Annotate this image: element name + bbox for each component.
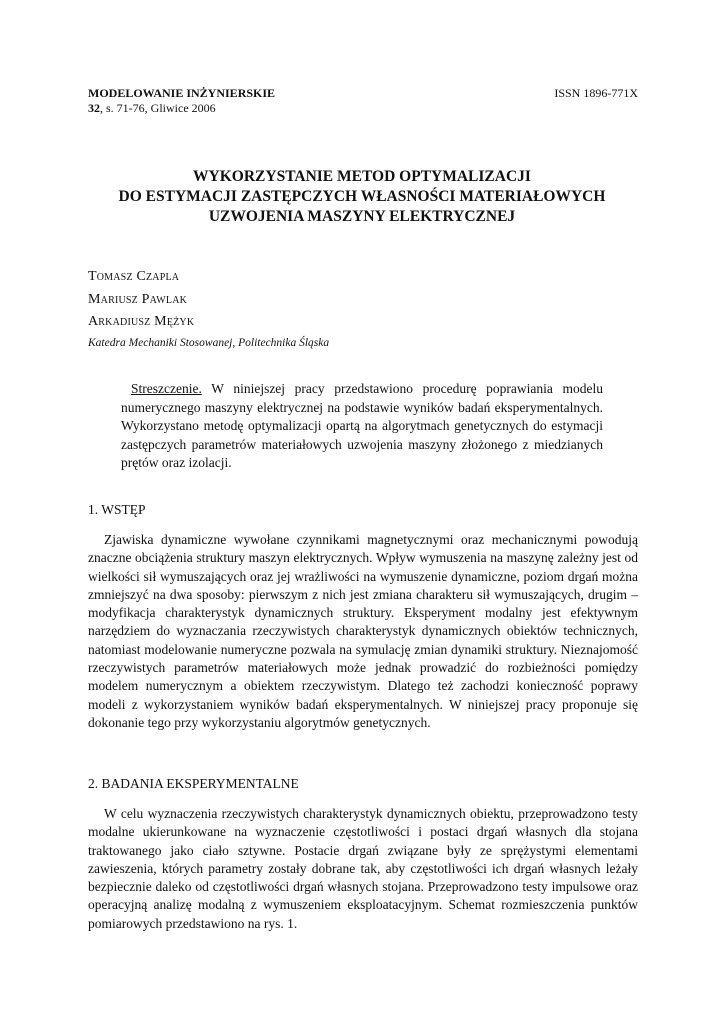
abstract-text: W niniejszej pracy przedstawiono procedurę poprawiania modelu numerycznego maszyny elektrycznej na podstawie wyników badań eksperymentalnych. Wykorzystano metodę optymalizacji opartą na algorytmach genetycznych do estymacji zastępczych parametrów materiałowych uzwojenia maszyny złożonego z miedzianych prętów oraz izolacji. bbox=[121, 381, 603, 470]
volume-number: 32 bbox=[88, 101, 100, 115]
journal-name: MODELOWANIE INŻYNIERSKIE bbox=[88, 86, 276, 100]
author-name: Mariusz Pawlak bbox=[88, 291, 188, 307]
title-line: UZWOJENIA MASZYNY ELEKTRYCZNEJ bbox=[208, 208, 516, 225]
paper-title bbox=[70, 167, 654, 227]
paragraph: W celu wyznaczenia rzeczywistych charakterystyk dynamicznych obiektu, przeprowadzono testy modalne ukierunkowane na wyznaczenie częstotliwości i postaci drgań własnych dla stojana traktowanego jako ciało sztywne. Postacie drgań związane były ze sprężystymi elementami zawieszenia, których parametry zostały dobrane tak, aby częstotliwości ich drgań własnych leżały bezpiecznie daleko od częstotliwości drgań własnych stojana. Przeprowadzono testy impulsowe oraz operacyjną analizę modalną z wymuszeniem eksploatacyjnym. Schemat rozmieszczenia punktów pomiarowych przedstawiono na rys. 1. bbox=[88, 806, 638, 931]
title-line: DO ESTYMACJI ZASTĘPCZYCH WŁASNOŚCI MATERIAŁOWYCH bbox=[118, 188, 606, 205]
affiliation: Katedra Mechaniki Stosowanej, Politechnika Śląska bbox=[88, 337, 330, 349]
journal-citation bbox=[88, 101, 275, 116]
paragraph: Zjawiska dynamiczne wywołane czynnikami magnetycznymi oraz mechanicznymi powodują znaczne obciążenia struktury maszyn elektrycznych. Wpływ wymuszenia na maszynę zależny jest od wielkości sił wymuszających oraz jej wrażliwości na wymuszenie dynamiczne, poziom drgań można zmniejszyć na dwa sposoby: pierwszym z nich jest zmiana charakteru sił wymuszających, drugim – modyfikacja charakterystyk dynamicznych struktury. Eksperyment modalny jest efektywnym narzędziem do wyznaczania rzeczywistych charakterystyk dynamicznych obiektów technicznych, natomiast modelowanie numeryczne pozwala na symulację zmian dynamiki struktury. Nieznajomość rzeczywistych parametrów materiałowych może jednak prowadzić do rozbieżności pomiędzy modelem numerycznym a obiektem rzeczywistym. Dlatego też zachodzi konieczność poprawy modeli z wykorzystaniem wyników badań eksperymentalnych. W niniejszej pracy proponuje się dokonanie tego przy wykorzystaniu algorytmów genetycznych. bbox=[88, 532, 638, 730]
journal-header bbox=[88, 86, 275, 116]
title-line: WYKORZYSTANIE METOD OPTYMALIZACJI bbox=[193, 168, 531, 185]
author-name: Tomasz Czapla bbox=[88, 269, 180, 284]
abstract bbox=[121, 380, 603, 473]
section-body bbox=[88, 531, 638, 732]
issn: ISSN 1896-771X bbox=[554, 86, 638, 100]
section-heading: 2. BADANIA EKSPERYMENTALNE bbox=[88, 776, 299, 791]
abstract-label: Streszczenie. bbox=[131, 381, 202, 396]
section-heading: 1. WSTĘP bbox=[88, 502, 146, 517]
author-list bbox=[88, 266, 194, 334]
pages-place-year: , s. 71-76, Gliwice 2006 bbox=[100, 101, 216, 115]
section-body bbox=[88, 805, 638, 933]
author-name: Arkadiusz Mężyk bbox=[88, 314, 195, 329]
